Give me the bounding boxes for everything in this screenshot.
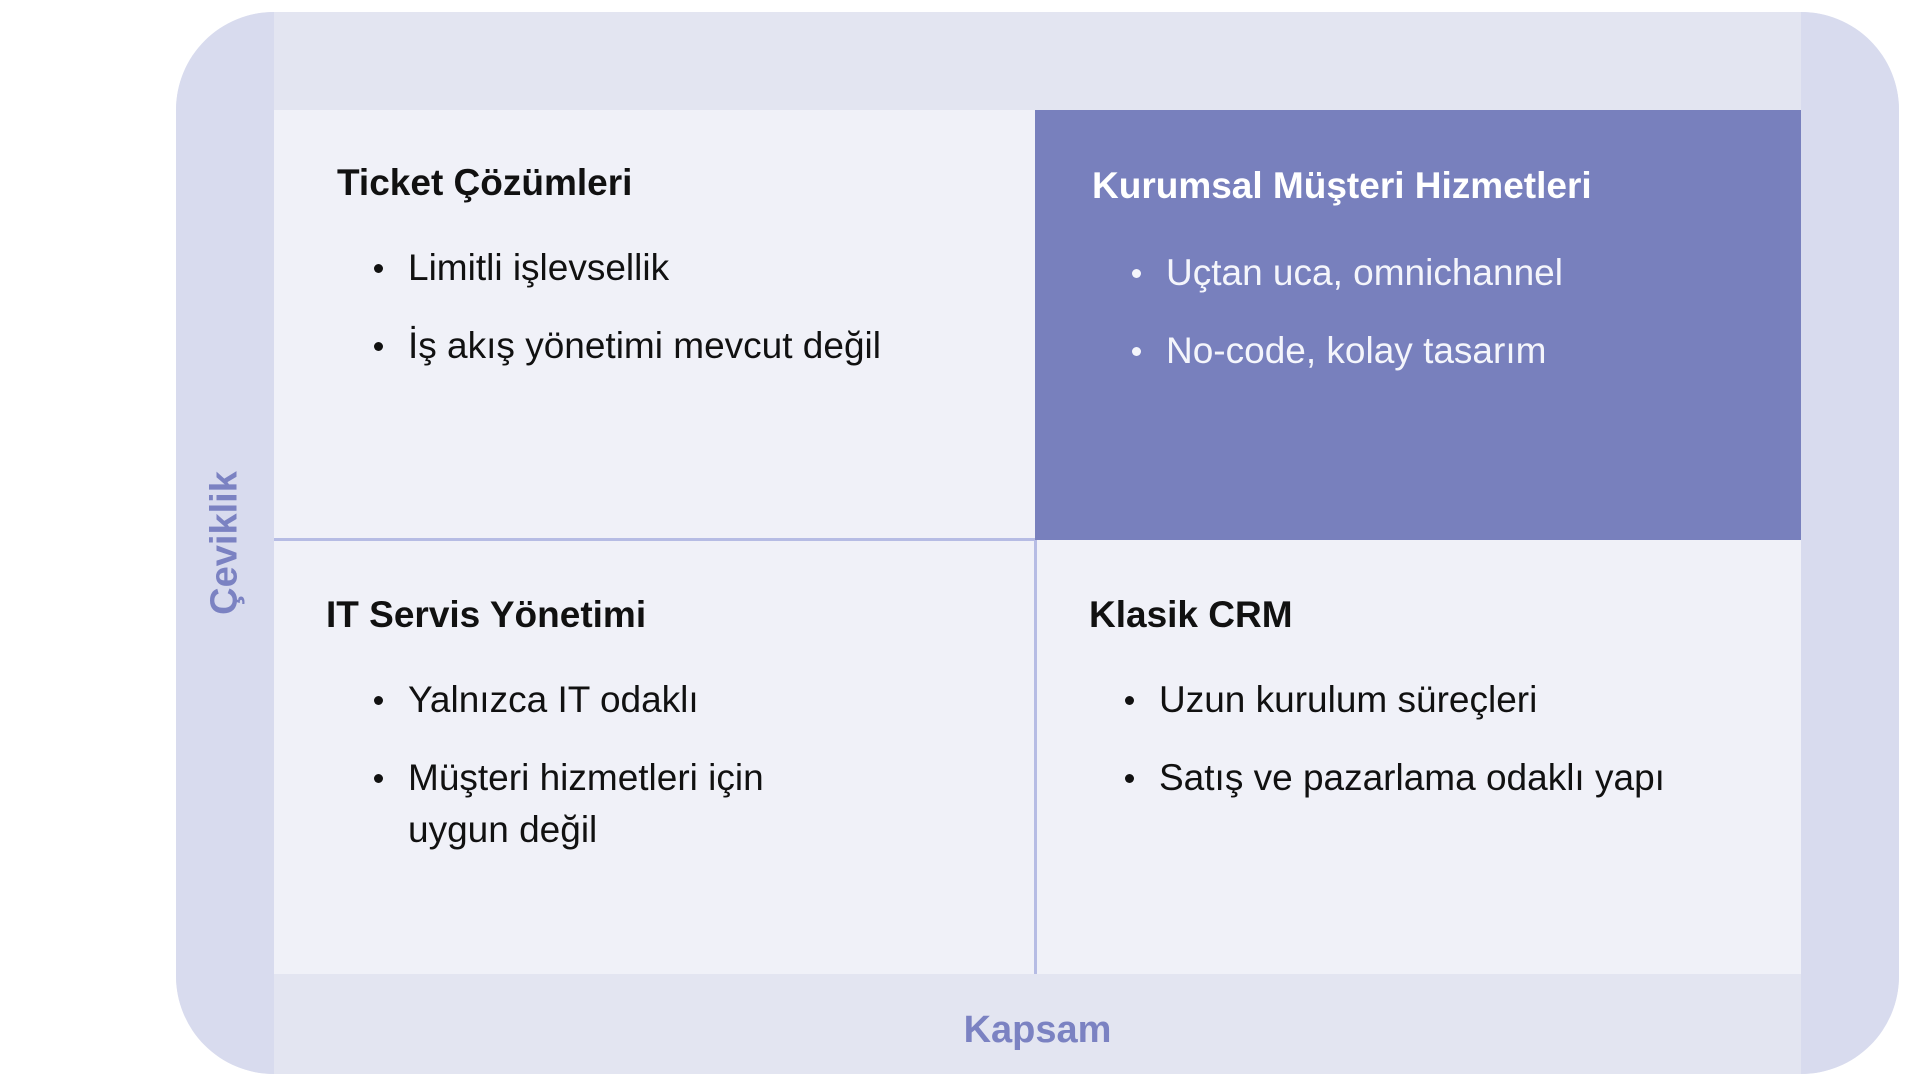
quadrant-title: Klasik CRM <box>1089 594 1293 635</box>
bullet-list <box>374 674 814 882</box>
quadrant-bottom-left <box>274 540 1035 974</box>
quadrant-bottom-right <box>1035 540 1801 974</box>
bullet-list <box>374 242 881 398</box>
quadrant-title: Ticket Çözümleri <box>337 162 633 203</box>
list-item: No-code, kolay tasarım <box>1132 325 1563 377</box>
quadrant-top-right-highlighted <box>1035 110 1801 540</box>
vertical-divider <box>1034 540 1037 974</box>
quadrant-title: Kurumsal Müşteri Hizmetleri <box>1092 165 1592 206</box>
list-item: Uzun kurulum süreçleri <box>1125 674 1665 726</box>
quadrant-top-left <box>274 110 1035 540</box>
list-item: Yalnızca IT odaklı <box>374 674 814 726</box>
list-item: Limitli işlevsellik <box>374 242 881 294</box>
list-item: Müşteri hizmetleri için uygun değil <box>374 752 814 856</box>
horizontal-divider <box>274 538 1035 541</box>
list-item: İş akış yönetimi mevcut değil <box>374 320 881 372</box>
right-band <box>1801 12 1899 1074</box>
list-item: Uçtan uca, omnichannel <box>1132 247 1563 299</box>
y-axis-label: Çeviklik <box>203 471 246 615</box>
quadrant-diagram-frame <box>176 12 1899 1074</box>
bullet-list <box>1125 674 1665 830</box>
list-item: Satış ve pazarlama odaklı yapı <box>1125 752 1665 804</box>
x-axis-label: Kapsam <box>963 1009 1112 1051</box>
quadrant-grid <box>274 110 1801 974</box>
quadrant-title: IT Servis Yönetimi <box>326 594 647 635</box>
bullet-list <box>1132 247 1563 403</box>
